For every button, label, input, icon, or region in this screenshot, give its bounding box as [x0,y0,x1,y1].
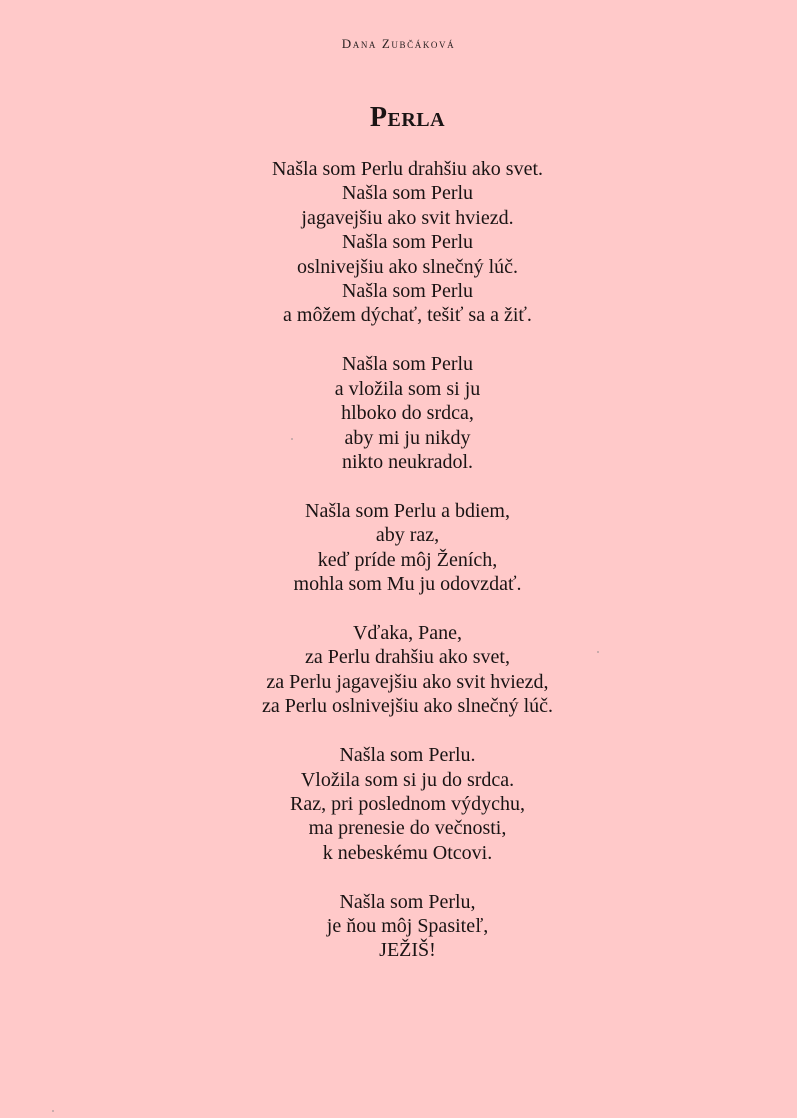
poem-line: Našla som Perlu drahšiu ako svet. [271,158,544,180]
poem-stanza [0,621,797,719]
poem-line: aby raz, [375,524,440,547]
poem-line: keď príde môj Ženích, [317,548,498,571]
poem-line: za Perlu oslnivejšiu ako slnečný lúč. [261,695,554,718]
poem-line: mohla som Mu ju odovzdať. [293,573,522,596]
poem-line: a vložila som si ju [334,377,481,400]
poem-stanza [0,890,797,963]
poem-line: Našla som Perlu. [339,744,476,767]
poem-body [0,157,797,987]
scan-speck [52,1110,54,1112]
poem-stanza [0,352,797,474]
poem-stanza [0,743,797,865]
scan-speck [291,438,293,440]
poem-line: Našla som Perlu [341,231,474,254]
poem-line: jagavejšiu ako svit hviezd. [301,206,514,229]
poem-line: za Perlu jagavejšiu ako svit hviezd, [266,670,549,693]
poem-line: je ňou môj Spasiteľ, [326,915,489,938]
poem-line: ma prenesie do večnosti, [308,817,507,840]
poem-line: Našla som Perlu, [339,890,476,913]
poem-line: k nebeskému Otcovi. [322,841,493,864]
poem-line: a môžem dýchať, tešiť sa a žiť. [283,304,532,327]
scan-speck [597,651,599,653]
poem-line: Našla som Perlu [341,182,474,205]
poem-stanza [0,157,797,328]
poem-stanza [0,499,797,597]
poem-line: hlboko do srdca, [341,402,474,425]
poem-line: za Perlu drahšiu ako svet, [305,646,510,669]
poem-line: JEŽIŠ! [379,939,436,962]
poem-line: aby mi ju nikdy [344,426,471,449]
poem-line: oslnivejšiu ako slnečný lúč. [296,255,519,278]
poem-line: Vďaka, Pane, [352,622,462,644]
running-header-author: Dana Zubčáková [341,36,456,51]
poem-line: nikto neukradol. [341,450,474,473]
poem-line: Vložila som si ju do srdca. [300,768,515,791]
poem-title: Perla [369,102,446,133]
poem-line: Našla som Perlu [341,280,474,303]
poem-line: Raz, pri poslednom výdychu, [290,792,525,815]
poem-line: Našla som Perlu a bdiem, [305,499,510,522]
poem-line: Našla som Perlu [341,353,474,376]
